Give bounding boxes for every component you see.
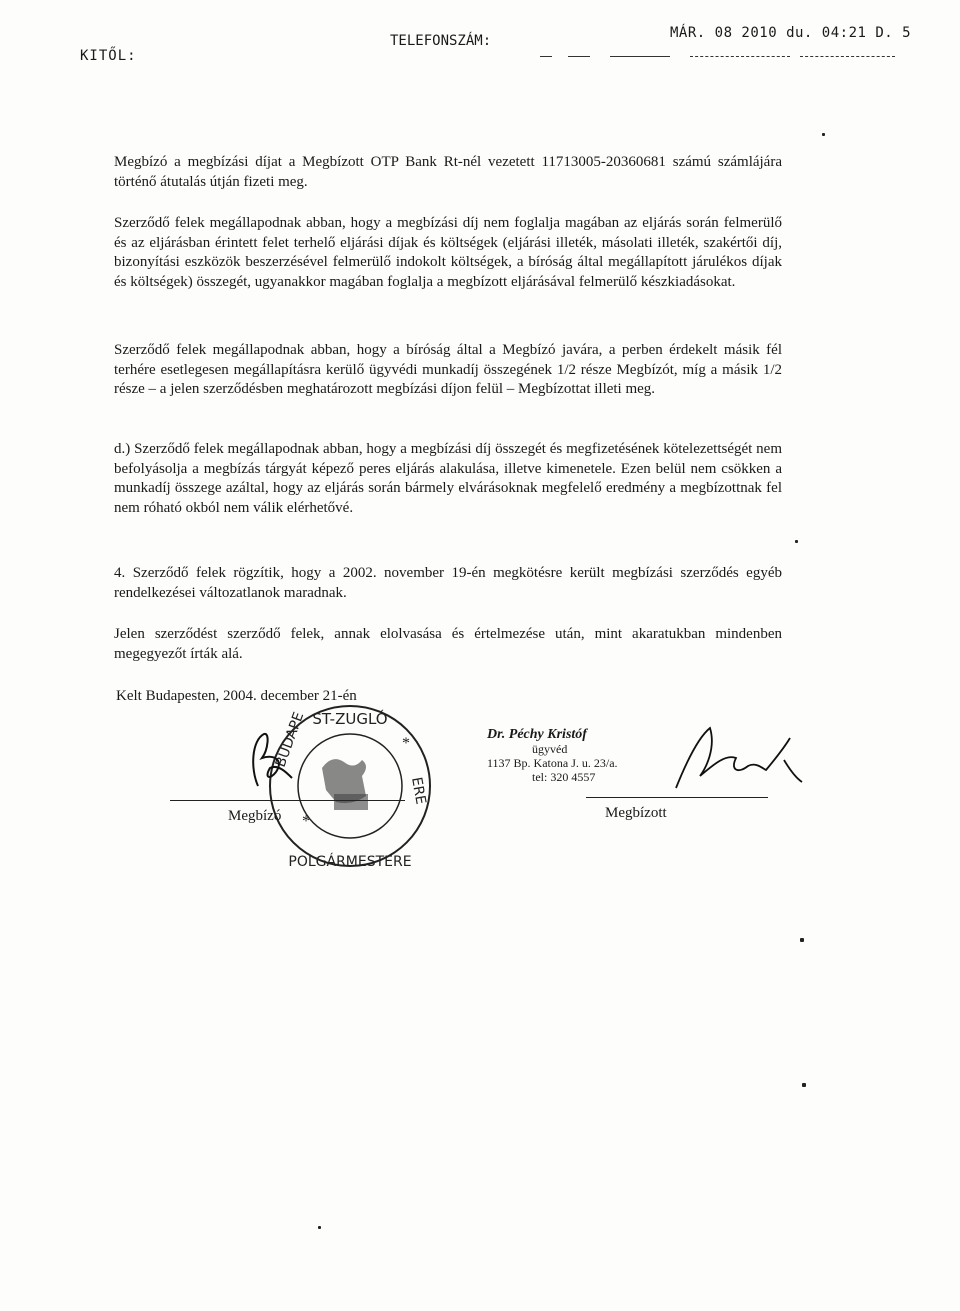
fax-header-dash — [800, 56, 895, 57]
signature-date-line: Kelt Budapesten, 2004. december 21-én — [116, 688, 357, 704]
fax-phone-label: TELEFONSZÁM: — [390, 33, 492, 49]
svg-text:*: * — [402, 735, 410, 752]
attorney-address: 1137 Bp. Katona J. u. 23/a. — [487, 756, 618, 770]
scan-speck — [795, 540, 798, 543]
scan-speck — [822, 133, 825, 136]
fax-header-dash — [568, 56, 590, 57]
principal-signature-label: Megbízó — [228, 808, 282, 824]
fax-header-dash — [540, 56, 552, 57]
principal-signature-line — [170, 800, 405, 801]
agent-signature-label: Megbízott — [605, 805, 667, 821]
attorney-stamp — [487, 728, 618, 784]
attorney-phone: tel: 320 4557 — [532, 770, 596, 784]
fax-header-dash — [610, 56, 670, 57]
seal-top-text: ST-ZUGLÓ — [312, 710, 388, 728]
paragraph-payment: Megbízó a megbízási díjat a Megbízott OTP Bank Rt-nél vezetett 11713005-20360681 számú számlájára történő átutalás útján fizeti meg. — [114, 154, 782, 190]
seal-left-text: BUDAPE — [272, 710, 308, 770]
paragraph-closing: Jelen szerződést szerződő felek, annak elolvasása és értelmezése után, mint akaratukban mindenben megegyezőt írták alá. — [114, 626, 782, 662]
paragraph-d: d.) Szerződő felek megállapodnak abban, hogy a megbízási díj összegét és megfizetésének kötelezettségét nem befolyásolja a megbízás tárgyát képező peres eljárás alakulása, illetve kimenetele. Ezen belül nem csökken a munkadíj összege azáltal, hogy az eljárás során bármely elvárásoknak megfelelő eredmény a megbízottnak fel nem róható okból nem válik elérhetővé. — [114, 441, 782, 516]
seal-bottom-text: POLGÁRMESTERE — [288, 854, 412, 870]
agent-signature-line — [586, 797, 768, 798]
attorney-title: ügyvéd — [532, 742, 568, 756]
attorney-name: Dr. Péchy Kristóf — [487, 727, 587, 742]
paragraph-court-fee: Szerződő felek megállapodnak abban, hogy a bíróság által a Megbízó javára, a perben érdekelt másik fél terhére esetlegesen megállapításra kerülő ügyvédi munkadíj összegének 1/2 része Megbízót, míg a másik 1/2 része – a jelen szerződésben meghatározott megbízási díjon felül – Megbízottat illeti meg. — [114, 342, 782, 397]
paragraph-costs: Szerződő felek megállapodnak abban, hogy a megbízási díj nem foglalja magában az eljárás során felmerülő és az eljárásban érintett felet terhelő eljárási díjak és költségek (eljárási illeték, másolati illeték, szakértői díj, bizonyítási eszközök beszerzésével felmerülő indokolt költségek, a bíróság által megállapított járulékos díjak és költségek) összegét, ugyanakkor magában foglalja a megbízott eljárásával felmerülő készkiadásokat. — [114, 215, 782, 290]
scan-speck — [800, 938, 804, 942]
fax-header-dash — [690, 56, 790, 57]
fax-from-label: KITŐL: — [80, 48, 137, 64]
fax-date-stamp: MÁR. 08 2010 du. 04:21 D. 5 — [670, 25, 912, 41]
scan-speck — [318, 1226, 321, 1229]
svg-text:*: * — [302, 813, 310, 830]
scan-speck — [802, 1083, 806, 1087]
paragraph-4: 4. Szerződő felek rögzítik, hogy a 2002. november 19-én megkötésre került megbízási szerződés egyéb rendelkezései változatlanok maradnak. — [114, 565, 782, 601]
seal-right-text: ERE — [408, 775, 429, 806]
principal-handwritten-signature — [240, 728, 300, 790]
agent-handwritten-signature — [666, 718, 806, 798]
